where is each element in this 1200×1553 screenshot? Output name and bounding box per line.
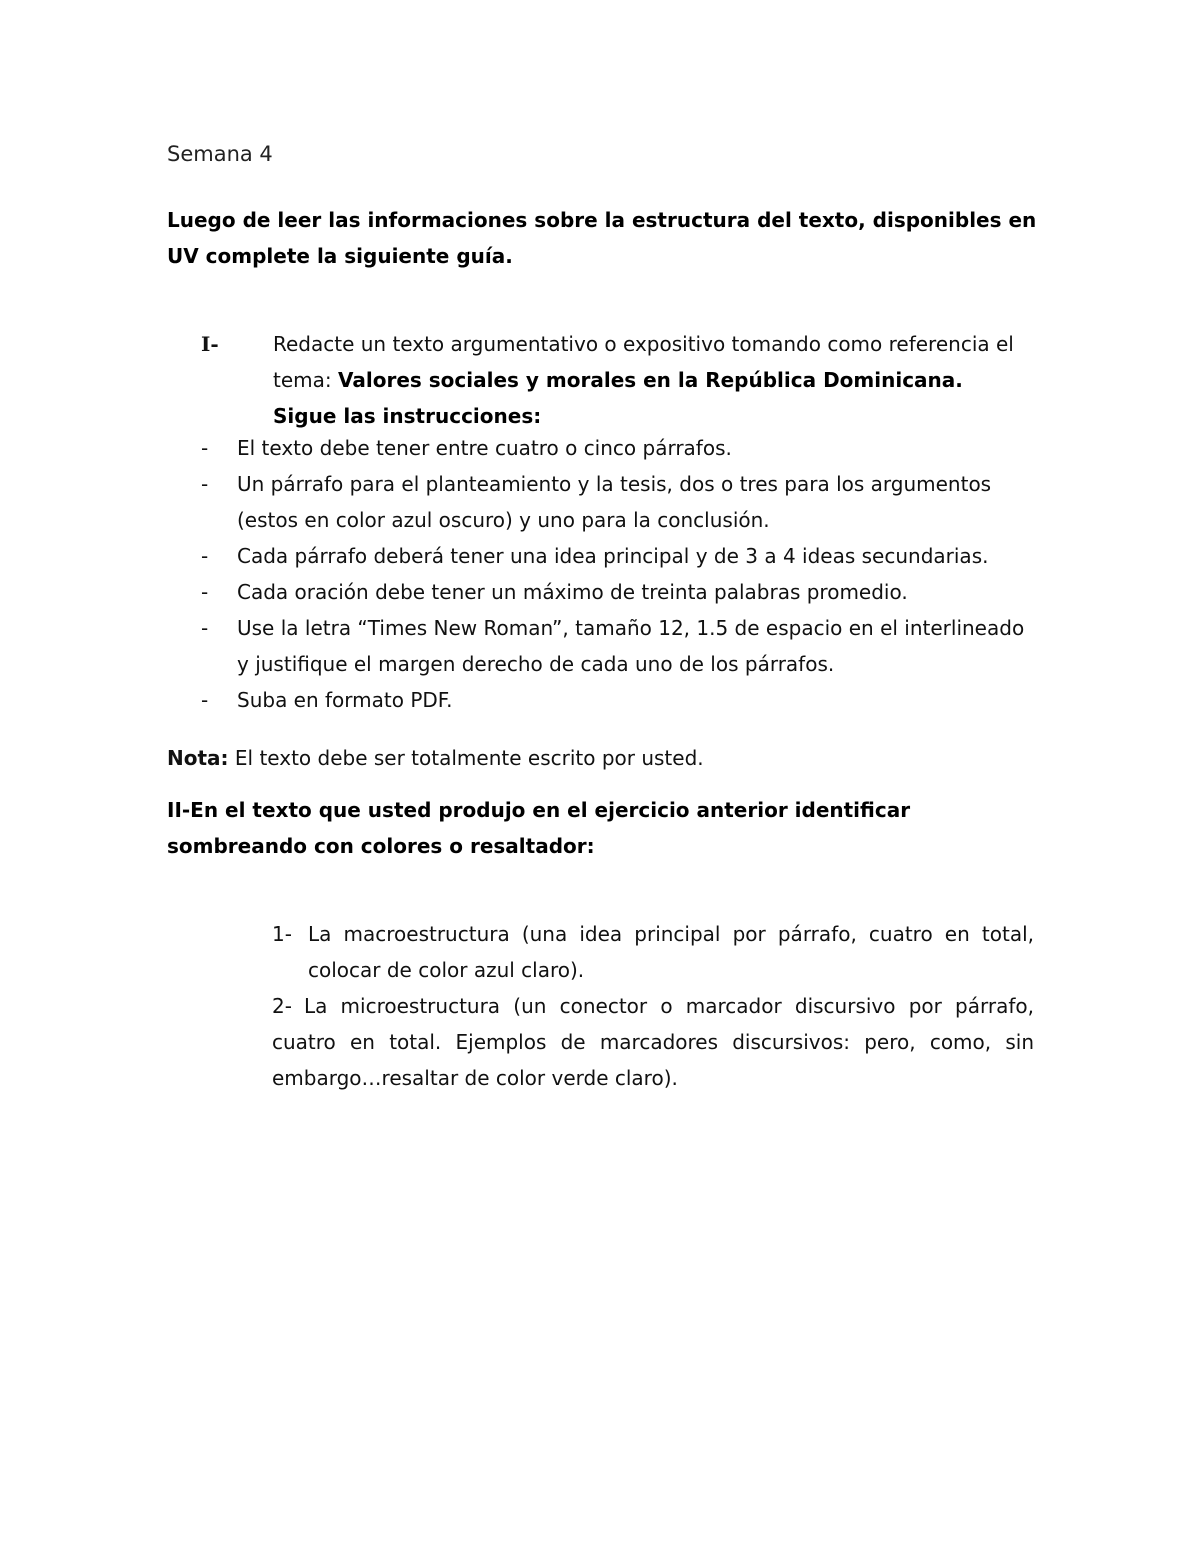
bullet-dash: - (201, 616, 209, 640)
section-1-numeral: I- (201, 332, 219, 356)
bullet-dash: - (201, 472, 209, 496)
section-1-topic: Valores sociales y morales en la República Dominicana. (337, 368, 963, 392)
list-item (167, 610, 1037, 682)
instructions-heading: Sigue las instrucciones: (273, 404, 542, 428)
week-label: Semana 4 (167, 142, 273, 166)
section-2-list (272, 916, 1034, 1096)
list-item (167, 430, 1037, 466)
bullet-dash: - (201, 436, 209, 460)
bullet-text: El texto debe tener entre cuatro o cinco párrafos. (237, 436, 732, 460)
numbered-item (272, 988, 1034, 1096)
section-1 (167, 326, 1037, 434)
note-label: Nota: (167, 746, 229, 770)
bullet-dash: - (201, 688, 209, 712)
bullet-dash: - (201, 544, 209, 568)
intro-instruction: Luego de leer las informaciones sobre la estructura del texto, disponibles en UV complete la siguiente guía. (167, 208, 1037, 268)
list-item (167, 538, 1037, 574)
bullet-dash: - (201, 580, 209, 604)
bullet-text: Cada oración debe tener un máximo de treinta palabras promedio. (237, 580, 908, 604)
instructions-list (167, 430, 1037, 718)
section-1-text (273, 326, 1037, 434)
note (167, 740, 1037, 776)
section-1-prompt: Redacte un texto argumentativo o expositivo tomando como referencia el tema: (273, 332, 1014, 392)
list-item (167, 574, 1037, 610)
bullet-text: Un párrafo para el planteamiento y la tesis, dos o tres para los argumentos (estos en color azul oscuro) y uno para la conclusión. (237, 472, 992, 532)
bullet-text: Suba en formato PDF. (237, 688, 453, 712)
bullet-text: Cada párrafo deberá tener una idea principal y de 3 a 4 ideas secundarias. (237, 544, 989, 568)
item-number: 1- (272, 922, 292, 946)
item-text: La microestructura (un conector o marcador discursivo por párrafo, cuatro en total. Ejemplos de marcadores discursivos: pero, como, sin embargo…resaltar de color verde claro). (272, 994, 1034, 1090)
item-number: 2- (272, 994, 292, 1018)
item-text: La macroestructura (una idea principal por párrafo, cuatro en total, colocar de color azul claro). (308, 922, 1034, 982)
list-item (167, 466, 1037, 538)
numbered-item (272, 916, 1034, 988)
note-text: El texto debe ser totalmente escrito por usted. (228, 746, 704, 770)
section-2-heading: II-En el texto que usted produjo en el ejercicio anterior identificar sombreando con colores o resaltador: (167, 798, 911, 858)
list-item (167, 682, 1037, 718)
bullet-text: Use la letra “Times New Roman”, tamaño 12, 1.5 de espacio en el interlineado y justifique el margen derecho de cada uno de los párrafos. (237, 616, 1025, 676)
